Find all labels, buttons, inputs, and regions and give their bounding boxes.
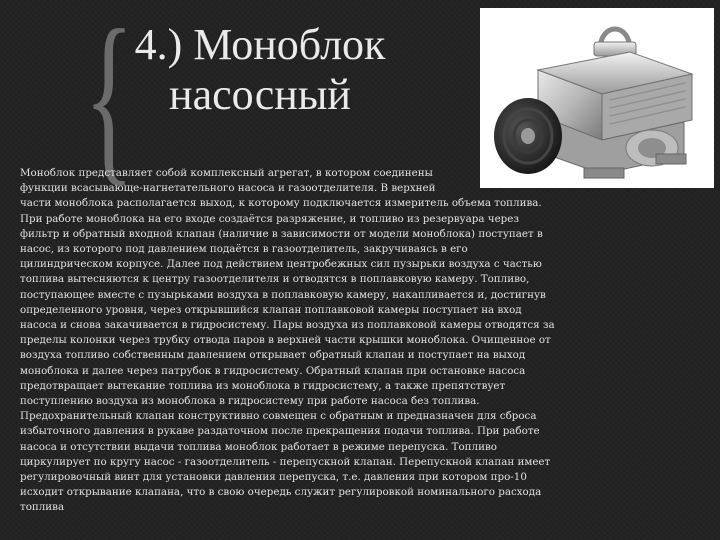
body-line: моноблока и далее через патрубок в гидросистему. Обратный клапан при остановке насоса xyxy=(20,364,526,377)
body-line: определенного уровня, через открывшийся клапан поплавковой камеры поступает на вход xyxy=(20,303,522,316)
body-line: исходит открывание клапана, что в свою очередь служит регулировкой номинального расхода xyxy=(20,486,542,499)
body-line: цилиндрическом корпусе. Далее под действием центробежных сил пузырьки воздуха с частью xyxy=(20,258,542,271)
body-line: функции всасывающе-нагнетательного насоса и газоотделителя. В верхней xyxy=(20,182,436,195)
body-line: Предохранительный клапан конструктивно совмещен с обратным и предназначен для сброса xyxy=(20,410,537,423)
body-line: насоса и снова закачивается в гидросистему. Пары воздуха из поплавковой камеры отводятся за xyxy=(20,319,555,332)
body-line: При работе моноблока на его входе создаётся разряжение, и топливо из резервуара через xyxy=(20,212,519,225)
body-line: топлива xyxy=(20,501,65,514)
body-line: регулировочный винт для установки давления перепуска, т.е. давления при котором про-10 xyxy=(20,471,527,484)
pump-illustration xyxy=(480,8,714,188)
body-line: воздуха топливо собственным давлением открывает обратный клапан и поступает на выход xyxy=(20,349,526,362)
body-line: насос, из которого под давлением подаётся в газоотделитель, закручиваясь в его xyxy=(20,243,468,256)
body-line: топлива вытесняются к центру газоотделителя и отводятся в поплавковую камеру. Топливо, xyxy=(20,273,530,286)
body-line: пределы колонки через трубку отвода паров в верхней части крышки моноблока. Очищенное от xyxy=(20,334,551,347)
title-line-1: 4.) Моноблок xyxy=(134,20,386,69)
slide-title xyxy=(0,20,520,120)
title-line-2: насосный xyxy=(169,70,351,119)
body-line: поступающее вместе с пузырьками воздуха в поплавковую камеру, накапливается и, достигнув xyxy=(20,288,546,301)
decorative-brace: { xyxy=(84,0,135,202)
body-line: Моноблок представляет собой комплексный агрегат, в котором соединены xyxy=(20,167,433,179)
body-line: циркулирует по кругу насос - газоотделитель - перепускной клапан. Перепускной клапан имеет xyxy=(20,455,551,468)
slide-body-text xyxy=(20,166,708,516)
body-line: фильтр и обратный входной клапан (наличие в зависимости от модели моноблока) поступает в xyxy=(20,227,543,240)
body-line: избыточного давления в рукаве раздаточном после прекращения подачи топлива. При работе xyxy=(20,425,540,438)
body-line: насоса и отсутствии выдачи топлива моноблок работает в режиме перепуска. Топливо xyxy=(20,440,497,453)
pump-monoblock-photo xyxy=(480,8,714,188)
body-line: части моноблока располагается выход, к которому подключается измеритель объема топлива. xyxy=(20,197,542,210)
body-line: предотвращает вытекание топлива из моноблока в гидросистему, а также препятствует xyxy=(20,379,506,392)
body-line: поступлению воздуха из моноблока в гидросистему при работе насоса без топлива. xyxy=(20,395,480,408)
